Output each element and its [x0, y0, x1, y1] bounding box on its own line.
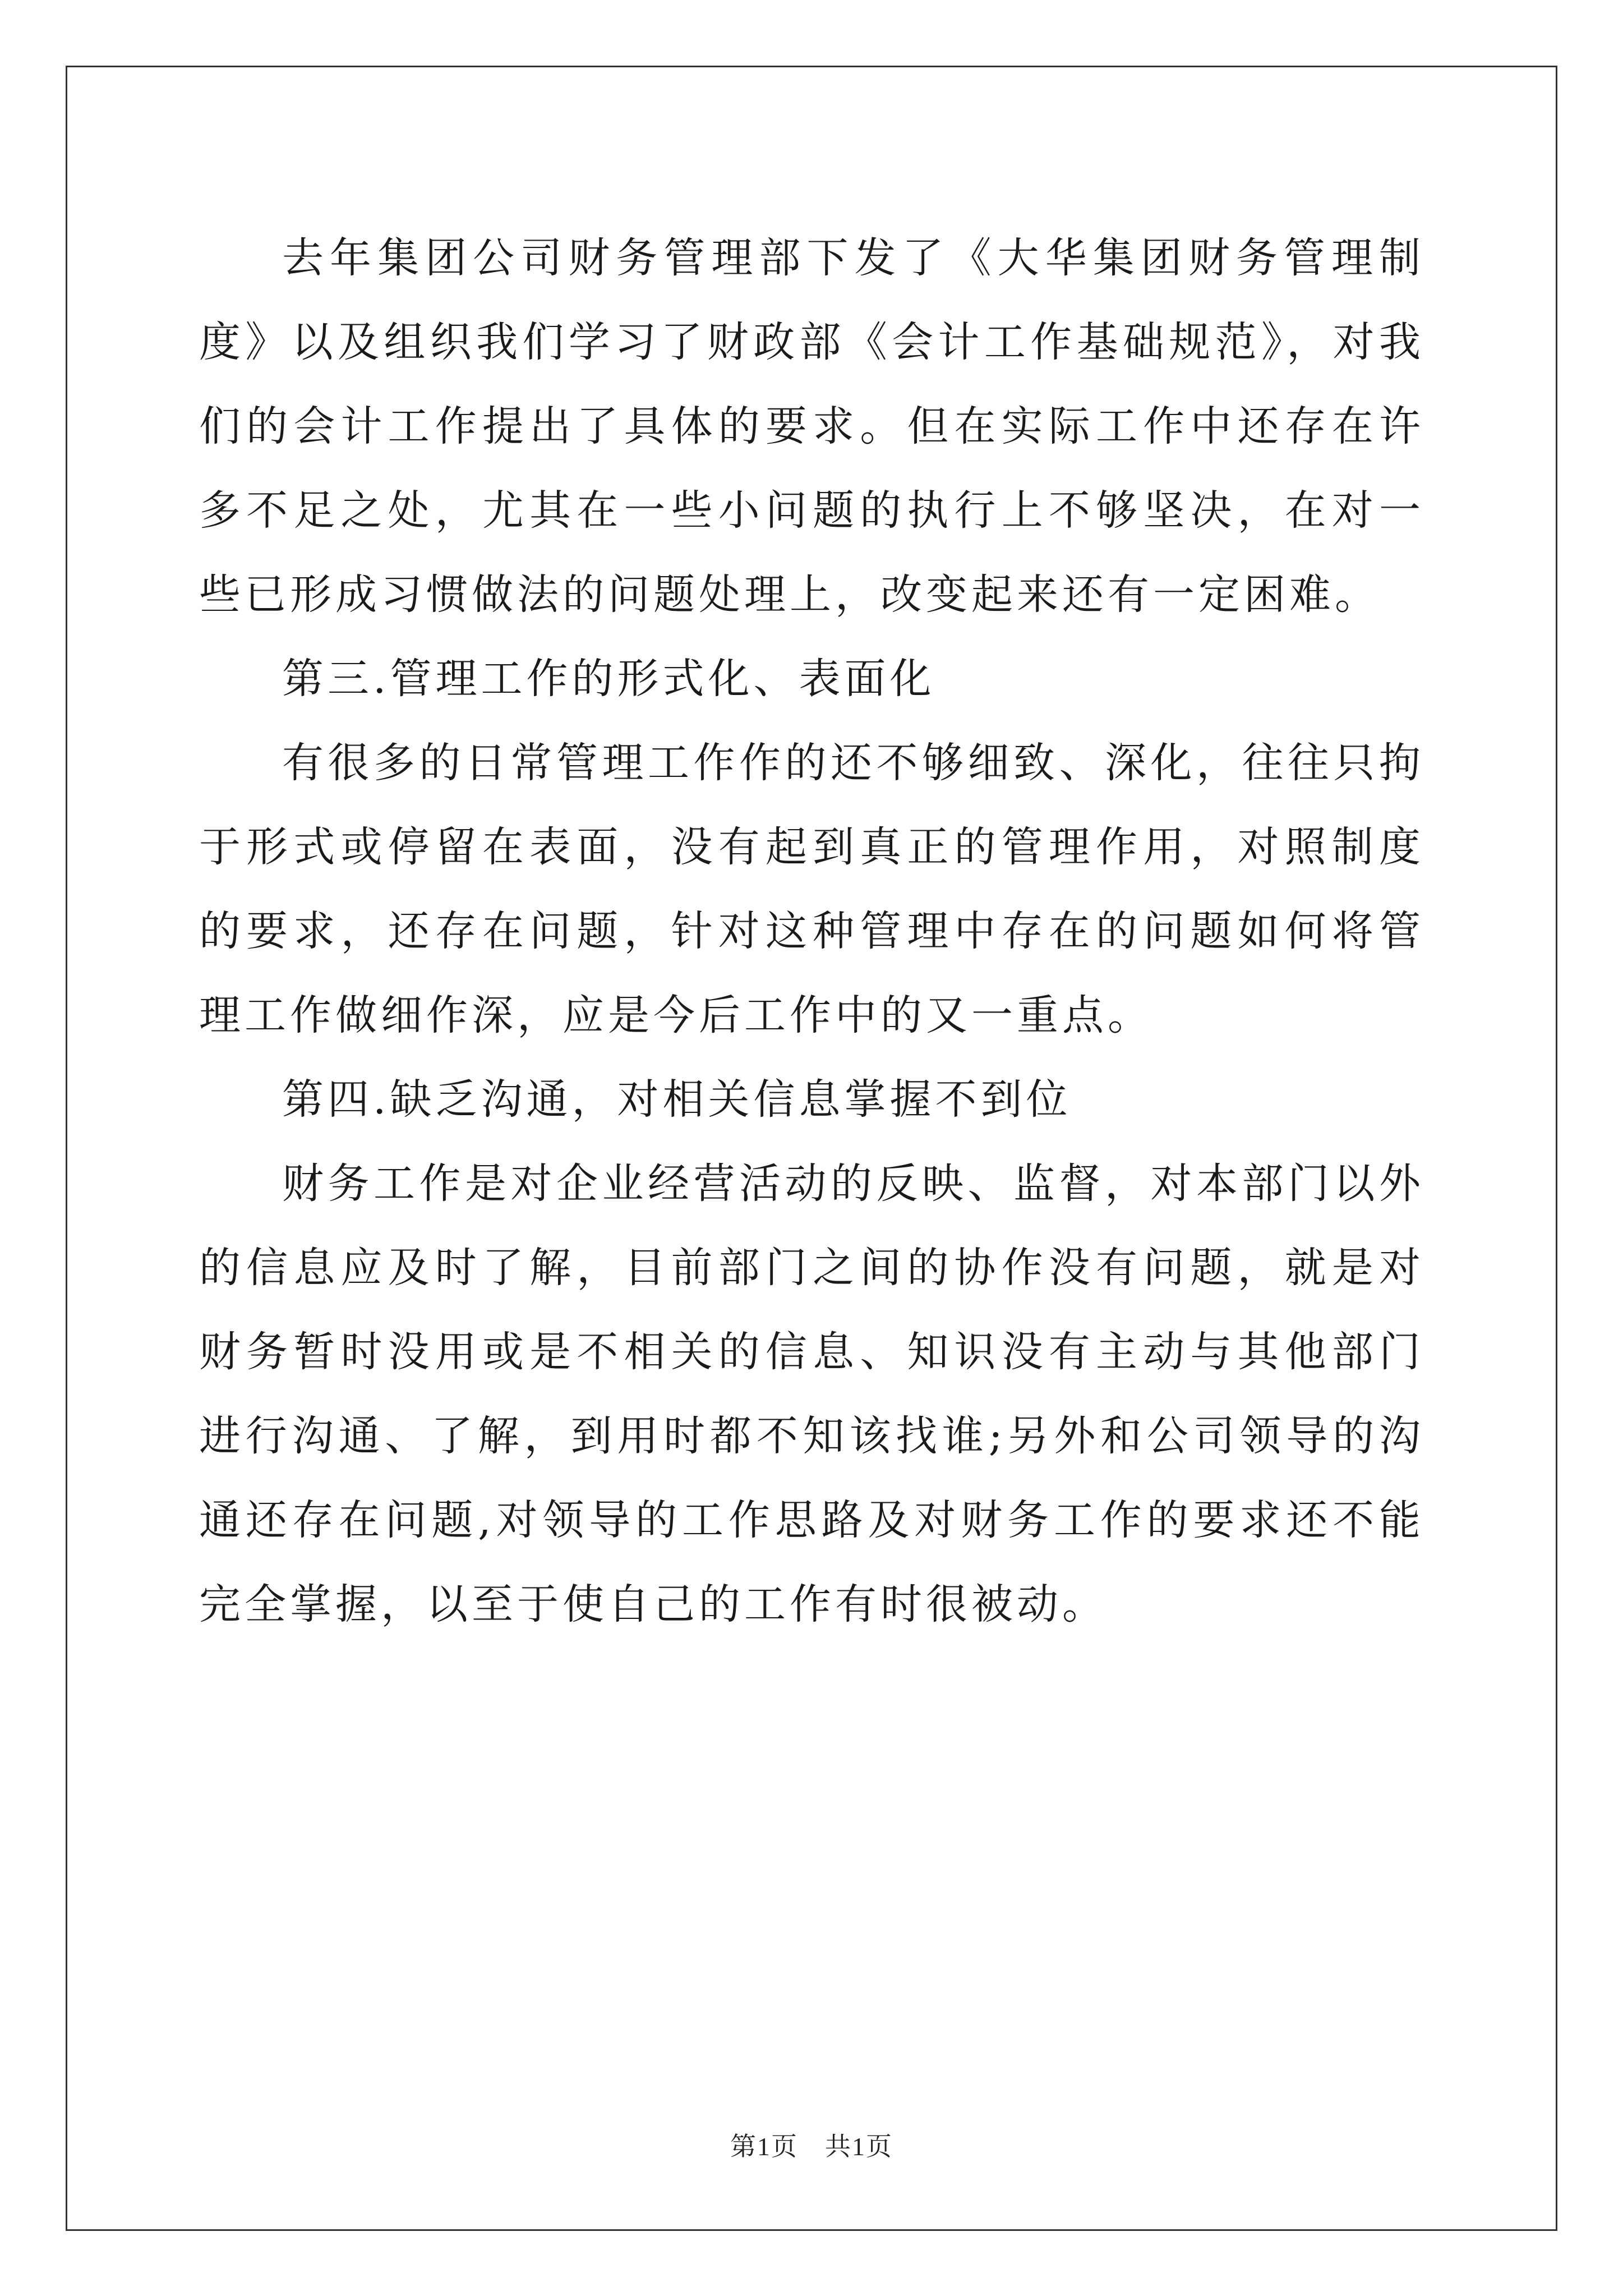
heading-section-four: 第四.缺乏沟通，对相关信息掌握不到位 — [282, 1075, 1072, 1124]
paragraph-section-four: 财务工作是对企业经营活动的反映、监督，对本部门以外的信息应及时了解，目前部门之间的协作没有问题，就是对财务暂时没用或是不相关的信息、知识没有主动与其他部门进行沟通、了解，到用时都不知该找谁;另外和公司领导的沟通还存在问题,对领导的工作思路及对财务工作的要求还不能完全掌握，以至于使自己的工作有时很被动。 — [199, 1159, 1424, 1628]
document-body — [199, 216, 1424, 1646]
paragraph-intro: 去年集团公司财务管理部下发了《大华集团财务管理制度》以及组织我们学习了财政部《会计工作基础规范》，对我们的会计工作提出了具体的要求。但在实际工作中还存在许多不足之处，尤其在一些小问题的执行上不够坚决，在对一些已形成习惯做法的问题处理上，改变起来还有一定困难。 — [199, 234, 1424, 619]
heading-section-three: 第三.管理工作的形式化、表面化 — [282, 655, 935, 703]
paragraph-section-three: 有很多的日常管理工作作的还不够细致、深化，往往只拘于形式或停留在表面，没有起到真正的管理作用，对照制度的要求，还存在问题，针对这种管理中存在的问题如何将管理工作做细作深，应是今后工作中的又一重点。 — [199, 739, 1424, 1039]
page-number-footer: 第1页 共1页 — [730, 2132, 893, 2161]
